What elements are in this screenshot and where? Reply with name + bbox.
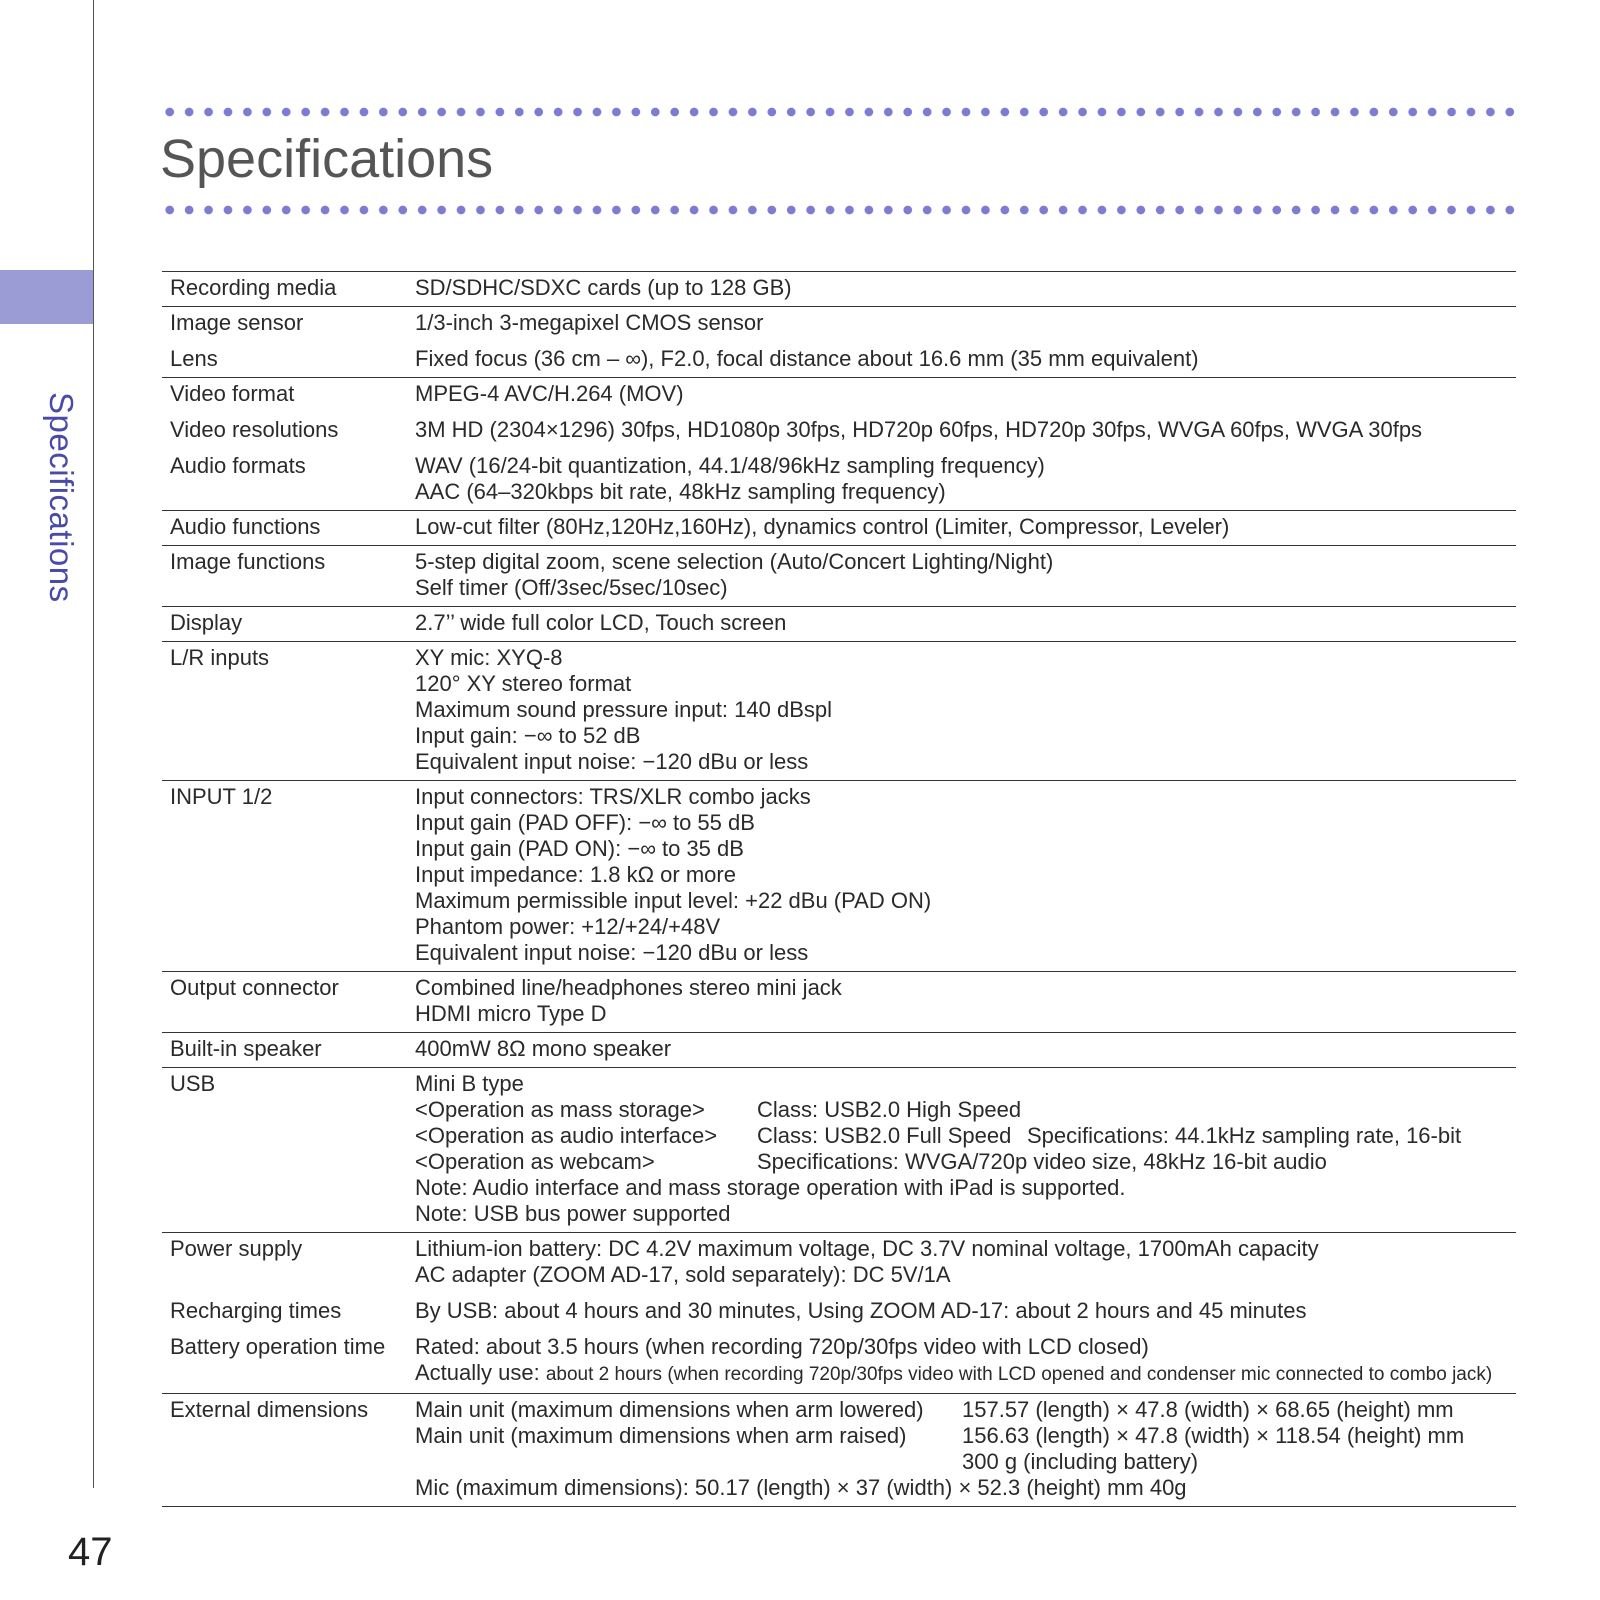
spec-row	[162, 784, 1516, 966]
spec-values	[415, 1071, 1516, 1227]
spec-line: By USB: about 4 hours and 30 minutes, Using ZOOM AD-17: about 2 hours and 45 minutes	[415, 1298, 1307, 1323]
page-number: 47	[68, 1530, 113, 1574]
spec-values	[415, 975, 1516, 1027]
usb-mode: <Operation as mass storage>	[415, 1097, 705, 1122]
dotted-divider-bottom	[160, 205, 1520, 215]
spec-groups	[162, 271, 1516, 1067]
spec-line: Maximum sound pressure input: 140 dBspl	[415, 697, 832, 722]
usb-note: Note: USB bus power supported	[415, 1201, 731, 1226]
usb-mode: <Operation as webcam>	[415, 1149, 655, 1174]
spec-row-power-supply	[162, 1236, 1516, 1288]
spec-line: 1/3-inch 3-megapixel CMOS sensor	[415, 310, 764, 335]
spec-line: 2.7’’ wide full color LCD, Touch screen	[415, 610, 787, 635]
spec-values	[415, 549, 1516, 601]
spec-row	[162, 275, 1516, 301]
spec-line: Lithium-ion battery: DC 4.2V maximum voltage, DC 3.7V nominal voltage, 1700mAh capacity	[415, 1236, 1319, 1261]
section-tab-marker	[0, 270, 93, 324]
spec-group	[162, 271, 1516, 306]
spec-line: Self timer (Off/3sec/5sec/10sec)	[415, 575, 728, 600]
spec-line: Combined line/headphones stereo mini jack	[415, 975, 842, 1000]
spec-label: Image functions	[170, 549, 326, 574]
usb-class: Class: USB2.0 High Speed	[757, 1097, 1022, 1122]
dimension-arm-lowered	[415, 1397, 1516, 1423]
spec-label: Audio functions	[170, 514, 321, 539]
dimension-value: 156.63 (length) × 47.8 (width) × 118.54 (height) mm	[962, 1423, 1465, 1448]
spec-line: Mini B type	[415, 1071, 524, 1096]
spec-values	[415, 1334, 1516, 1388]
spec-line: Maximum permissible input level: +22 dBu (PAD ON)	[415, 888, 932, 913]
usb-note: Note: Audio interface and mass storage operation with iPad is supported.	[415, 1175, 1126, 1200]
spec-label: Image sensor	[170, 310, 304, 335]
spec-line: HDMI micro Type D	[415, 1001, 607, 1026]
dimension-label: Main unit (maximum dimensions when arm raised)	[415, 1423, 907, 1448]
dimension-arm-raised	[415, 1423, 1516, 1449]
battery-actual-detail: about 2 hours (when recording 720p/30fps video with LCD opened and condenser mic connected to combo jack)	[545, 1364, 1493, 1385]
spec-group	[162, 606, 1516, 641]
spec-row-recharging-times	[162, 1298, 1516, 1324]
spec-row-usb	[162, 1071, 1516, 1227]
spec-values	[415, 610, 1516, 636]
spec-row-external-dimensions	[162, 1397, 1516, 1501]
spec-line: Equivalent input noise: −120 dBu or less	[415, 940, 809, 965]
page-title: Specifications	[160, 129, 494, 189]
spec-line: Input connectors: TRS/XLR combo jacks	[415, 784, 811, 809]
spec-line: Fixed focus (36 cm – ∞), F2.0, focal distance about 16.6 mm (35 mm equivalent)	[415, 346, 1199, 371]
spec-values	[415, 346, 1516, 372]
spec-line: MPEG-4 AVC/H.264 (MOV)	[415, 381, 684, 406]
spec-group-power	[162, 1232, 1516, 1393]
spec-row	[162, 610, 1516, 636]
spec-label: External dimensions	[170, 1397, 369, 1422]
spec-row	[162, 549, 1516, 601]
spec-values	[415, 381, 1516, 407]
spec-values	[415, 1397, 1516, 1501]
dimension-weight	[415, 1449, 1516, 1475]
spec-line	[415, 1360, 1516, 1388]
usb-mode-audio-interface	[415, 1123, 1516, 1149]
spec-line: Input impedance: 1.8 kΩ or more	[415, 862, 736, 887]
spec-line: Low-cut filter (80Hz,120Hz,160Hz), dynamics control (Limiter, Compressor, Leveler)	[415, 514, 1230, 539]
spec-group	[162, 377, 1516, 510]
spec-label: Audio formats	[170, 453, 306, 478]
spec-row	[162, 975, 1516, 1027]
dimension-value: 300 g (including battery)	[962, 1449, 1199, 1474]
spec-group	[162, 641, 1516, 780]
usb-mode-mass-storage	[415, 1097, 1516, 1123]
dimension-value: 157.57 (length) × 47.8 (width) × 68.65 (height) mm	[962, 1397, 1454, 1422]
spec-values	[415, 514, 1516, 540]
spec-label: Built-in speaker	[170, 1036, 322, 1061]
spec-values	[415, 1298, 1516, 1324]
spec-values	[415, 1236, 1516, 1288]
spec-line: AC adapter (ZOOM AD-17, sold separately): DC 5V/1A	[415, 1262, 951, 1287]
spec-line: 400mW 8Ω mono speaker	[415, 1036, 672, 1061]
spec-values	[415, 275, 1516, 301]
spec-label: Recharging times	[170, 1298, 342, 1323]
spec-label: USB	[170, 1071, 216, 1096]
spec-group	[162, 545, 1516, 606]
spec-label: Battery operation time	[170, 1334, 386, 1359]
spec-line: 120° XY stereo format	[415, 671, 632, 696]
spec-line: 3M HD (2304×1296) 30fps, HD1080p 30fps, HD720p 60fps, HD720p 30fps, WVGA 60fps, WVGA 30fps	[415, 417, 1423, 442]
spec-row	[162, 453, 1516, 505]
usb-spec: Specifications: WVGA/720p video size, 48kHz 16-bit audio	[757, 1149, 1327, 1174]
spec-values	[415, 1036, 1516, 1062]
spec-label: Lens	[170, 346, 218, 371]
spec-row	[162, 1036, 1516, 1062]
spec-label: L/R inputs	[170, 645, 270, 670]
margin-rule	[93, 0, 94, 1488]
dimension-mic: Mic (maximum dimensions): 50.17 (length) × 37 (width) × 52.3 (height) mm 40g	[415, 1475, 1187, 1500]
spec-line: Equivalent input noise: −120 dBu or less	[415, 749, 809, 774]
side-section-label: Specifications	[43, 392, 80, 603]
spec-label: Power supply	[170, 1236, 303, 1261]
usb-spec: Specifications: 44.1kHz sampling rate, 16-bit	[1027, 1123, 1462, 1148]
spec-values	[415, 417, 1516, 443]
dimension-label: Main unit (maximum dimensions when arm lowered)	[415, 1397, 924, 1422]
spec-group	[162, 971, 1516, 1032]
spec-group	[162, 1032, 1516, 1067]
usb-mode: <Operation as audio interface>	[415, 1123, 718, 1148]
spec-row	[162, 645, 1516, 775]
spec-values	[415, 784, 1516, 966]
spec-line: Phantom power: +12/+24/+48V	[415, 914, 721, 939]
spec-label: INPUT 1/2	[170, 784, 273, 809]
spec-row	[162, 381, 1516, 407]
spec-group	[162, 510, 1516, 545]
spec-line: Input gain (PAD OFF): −∞ to 55 dB	[415, 810, 755, 835]
spec-line: Input gain (PAD ON): −∞ to 35 dB	[415, 836, 744, 861]
spec-group	[162, 780, 1516, 971]
spec-line: Rated: about 3.5 hours (when recording 720p/30fps video with LCD closed)	[415, 1334, 1149, 1359]
spec-line: Input gain: −∞ to 52 dB	[415, 723, 641, 748]
spec-line: WAV (16/24-bit quantization, 44.1/48/96kHz sampling frequency)	[415, 453, 1045, 478]
spec-row-battery-operation-time	[162, 1334, 1516, 1388]
dotted-divider-top	[160, 107, 1520, 117]
spec-line: 5-step digital zoom, scene selection (Auto/Concert Lighting/Night)	[415, 549, 1054, 574]
battery-actual-prefix: Actually use:	[415, 1360, 546, 1385]
usb-class: Class: USB2.0 Full Speed	[757, 1123, 1012, 1148]
spec-values	[415, 453, 1516, 505]
spec-values	[415, 645, 1516, 775]
spec-row	[162, 417, 1516, 443]
spec-line: SD/SDHC/SDXC cards (up to 128 GB)	[415, 275, 792, 300]
spec-group-dimensions	[162, 1393, 1516, 1507]
spec-table	[162, 271, 1516, 1507]
spec-label: Video format	[170, 381, 295, 406]
spec-label: Display	[170, 610, 243, 635]
spec-values	[415, 310, 1516, 336]
spec-label: Recording media	[170, 275, 337, 300]
spec-row	[162, 310, 1516, 336]
spec-group-usb	[162, 1067, 1516, 1232]
spec-row	[162, 514, 1516, 540]
usb-mode-webcam	[415, 1149, 1516, 1175]
spec-label: Output connector	[170, 975, 339, 1000]
spec-row	[162, 346, 1516, 372]
spec-label: Video resolutions	[170, 417, 339, 442]
spec-line: XY mic: XYQ-8	[415, 645, 563, 670]
spec-line: AAC (64–320kbps bit rate, 48kHz sampling frequency)	[415, 479, 946, 504]
spec-group	[162, 306, 1516, 377]
